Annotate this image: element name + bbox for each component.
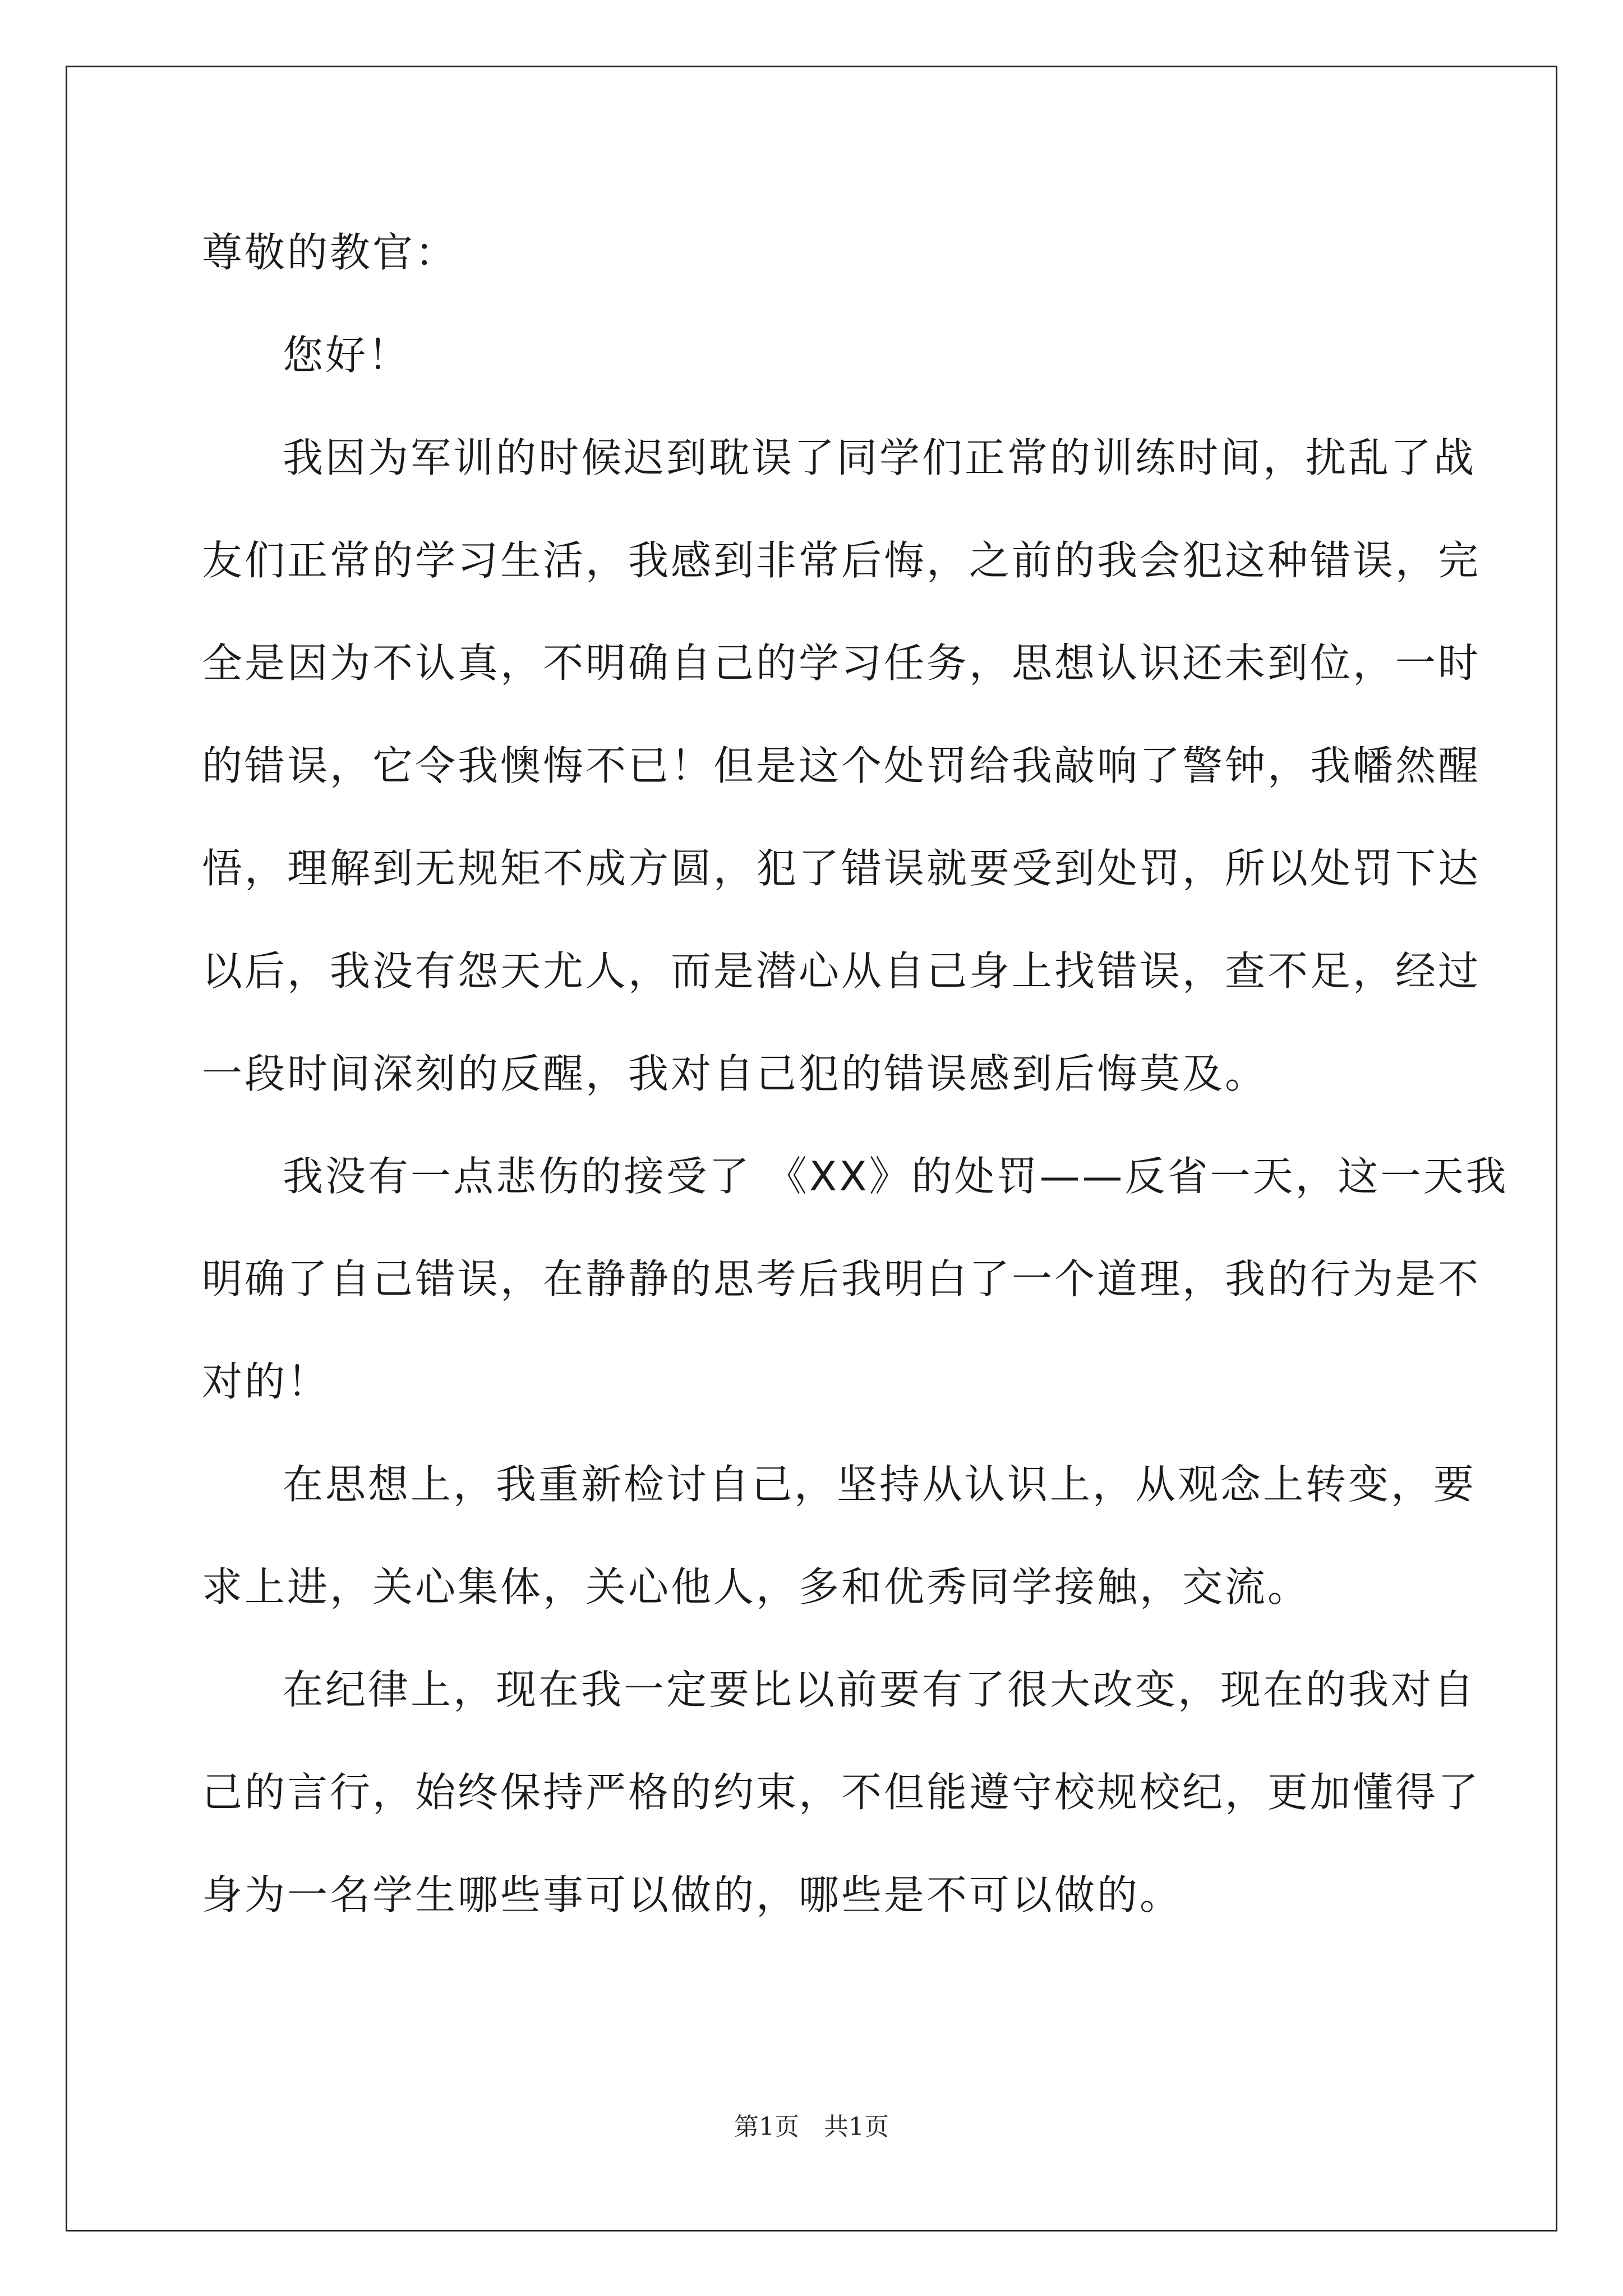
paragraph-line: 己的言行，始终保持严格的约束，不但能遵守校规校纪，更加懂得了: [202, 1769, 1481, 1816]
paragraph-line: 在纪律上，现在我一定要比以前要有了很大改变，现在的我对自: [283, 1666, 1477, 1713]
paragraph-line: 求上进，关心集体，关心他人，多和优秀同学接触，交流。: [202, 1563, 1311, 1611]
greeting-line: 您好！: [283, 332, 411, 379]
page-number-footer: 第1页 共1页: [734, 2113, 889, 2141]
paragraph-line: 悟，理解到无规矩不成方圆，犯了错误就要受到处罚，所以处罚下达: [202, 845, 1481, 892]
paragraph-line: 在思想上，我重新检讨自己，坚持从认识上，从观念上转变，要: [283, 1461, 1477, 1508]
paragraph-line: 一段时间深刻的反醒，我对自己犯的错误感到后悔莫及。: [202, 1050, 1268, 1097]
paragraph-line: 明确了自己错误，在静静的思考后我明白了一个道理，我的行为是不: [202, 1255, 1481, 1303]
paragraph-line: 我因为军训的时候迟到耽误了同学们正常的训练时间，扰乱了战: [283, 434, 1477, 481]
salutation-line: 尊敬的教官：: [202, 229, 458, 276]
paragraph-line: 以后，我没有怨天尤人，而是潜心从自己身上找错误，查不足，经过: [202, 947, 1481, 995]
paragraph-line: 身为一名学生哪些事可以做的，哪些是不可以做的。: [202, 1871, 1183, 1918]
paragraph-line: 我没有一点悲伤的接受了 《XX》的处罚——反省一天，这一天我: [283, 1153, 1509, 1200]
document-body: [202, 210, 1509, 1955]
paragraph-line: 对的！: [202, 1358, 330, 1405]
paragraph-line: 的错误，它令我懊悔不已！但是这个处罚给我敲响了警钟，我幡然醒: [202, 742, 1481, 789]
paragraph-line: 全是因为不认真，不明确自己的学习任务，思想认识还未到位，一时: [202, 639, 1481, 687]
paragraph-line: 友们正常的学习生活，我感到非常后悔，之前的我会犯这种错误，完: [202, 537, 1481, 584]
